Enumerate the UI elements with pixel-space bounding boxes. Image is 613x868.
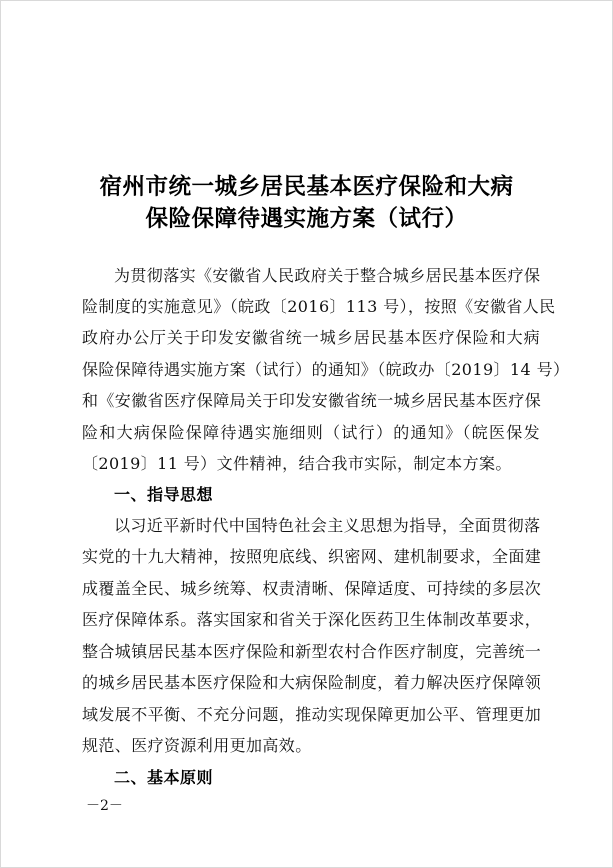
paragraph-line: 域发展不平衡、不充分问题，推动实现保障更加公平、管理更加 <box>82 705 542 724</box>
paragraph-line: 实党的十九大精神，按照兜底线、织密网、建机制要求，全面建 <box>82 547 542 566</box>
paragraph-line: 〔2019〕11 号）文件精神，结合我市实际，制定本方案。 <box>82 454 512 473</box>
document-title-line-2: 保险保障待遇实施方案（试行） <box>145 206 468 232</box>
page-number: －2－ <box>86 798 123 814</box>
paragraph-line: 以习近平新时代中国特色社会主义思想为指导，全面贯彻落 <box>114 516 541 535</box>
paragraph-line: 政府办公厅关于印发安徽省统一城乡居民基本医疗保险和大病 <box>82 328 540 347</box>
section-heading-guiding-ideology: 一、指导思想 <box>114 485 214 504</box>
paragraph-line: 规范、医疗资源利用更加高效。 <box>82 736 312 755</box>
paragraph-line: 整合城镇居民基本医疗保险和新型农村合作医疗制度，完善统一 <box>82 642 542 661</box>
paragraph-line: 保险保障待遇实施方案（试行）的通知》（皖政办〔2019〕14 号） <box>82 360 570 379</box>
section-heading-basic-principles: 二、基本原则 <box>114 768 214 787</box>
paragraph-line: 和《安徽省医疗保障局关于印发安徽省统一城乡居民基本医疗保 <box>82 391 542 410</box>
section1-paragraph <box>82 516 542 756</box>
paragraph-line: 成覆盖全民、城乡统筹、权责清晰、保障适度、可持续的多层次 <box>82 579 542 598</box>
paragraph-line: 医疗保障体系。落实国家和省关于深化医药卫生体制改革要求， <box>82 610 542 629</box>
paragraph-line: 为贯彻落实《安徽省人民政府关于整合城乡居民基本医疗保 <box>114 266 541 285</box>
document-title-line-1: 宿州市统一城乡居民基本医疗保险和大病 <box>99 174 514 200</box>
intro-paragraph <box>82 266 570 473</box>
paragraph-line: 险制度的实施意见》（皖政〔2016〕113 号），按照《安徽省人民 <box>82 297 556 316</box>
paragraph-line: 的城乡居民基本医疗保险和大病保险制度，着力解决医疗保障领 <box>82 673 542 692</box>
paragraph-line: 险和大病保险保障待遇实施细则（试行）的通知》（皖医保发 <box>82 423 540 442</box>
